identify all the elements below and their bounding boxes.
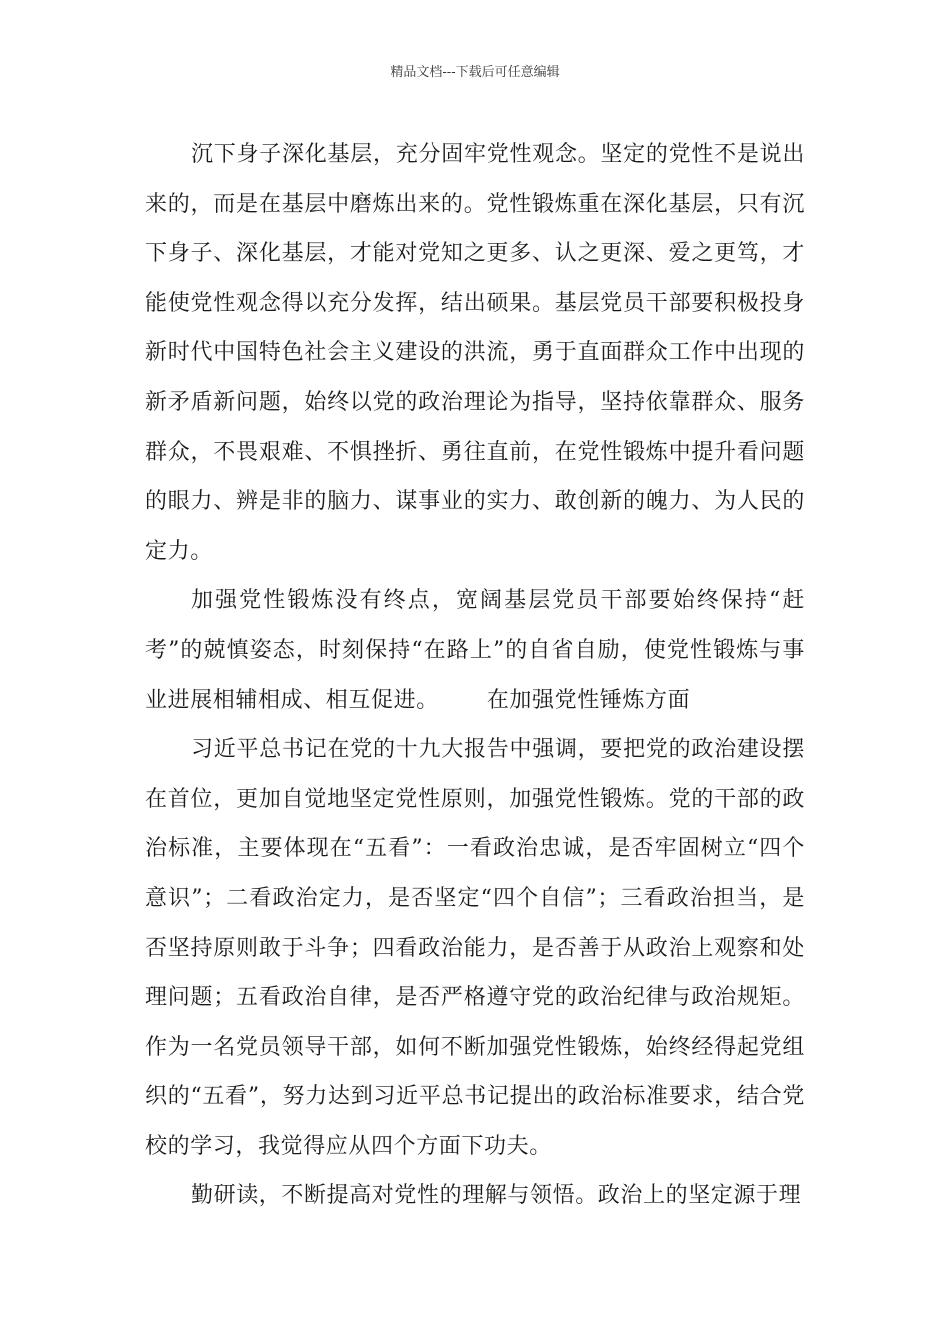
paragraph-text: 加强党性锻炼没有终点，宽阔基层党员干部要始终保持“赶考”的兢慎姿态，时刻保持“在路上”的自省自励，使党性锻炼与事业进展相辅相成、相互促进。 — [145, 588, 805, 713]
paragraph-no-end — [145, 576, 805, 725]
section-heading: 在加强党性锤炼方面 — [486, 687, 691, 713]
paragraph-text: 习近平总书记在党的十九大报告中强调，要把党的政治建设摆在首位，更加自觉地坚定党性原则，加强党性锻炼。党的干部的政治标准，主要体现在“五看”：一看政治忠诚，是否牢固树立“四个意识”；二看政治定力，是否坚定“四个自信”；三看政治担当，是否坚持原则敢于斗争；四看政治能力，是否善于从政治上观察和处理问题；五看政治自律，是否严格遵守党的政治纪律与政治规矩。作为一名党员领导干部，如何不断加强党性锻炼，始终经得起党组织的“五看”，努力达到习近平总书记提出的政治标准要求，结合党校的学习，我觉得应从四个方面下功夫。 — [145, 737, 805, 1159]
paragraph-five-looks — [145, 725, 805, 1171]
paragraph-text: 沉下身子深化基层，充分固牢党性观念。坚定的党性不是说出来的，而是在基层中磨炼出来的。党性锻炼重在深化基层，只有沉下身子、深化基层，才能对党知之更多、认之更深、爱之更笃，才能使党性观念得以充分发挥，结出硕果。基层党员干部要积极投身新时代中国特色社会主义建设的洪流，勇于直面群众工作中出现的新矛盾新问题，始终以党的政治理论为指导，坚持依靠群众、服务群众，不畏艰难、不惧挫折、勇往直前，在党性锻炼中提升看问题的眼力、辨是非的脑力、谋事业的实力、敢创新的魄力、为人民的定力。 — [145, 142, 805, 564]
document-body — [145, 130, 805, 1221]
page-header: 精品文档---下载后可任意编辑 — [390, 65, 560, 80]
paragraph-study — [145, 1171, 805, 1221]
paragraph-text: 勤研读，不断提高对党性的理解与领悟。政治上的坚定源于理 — [191, 1183, 802, 1209]
paragraph-grassroots — [145, 130, 805, 576]
